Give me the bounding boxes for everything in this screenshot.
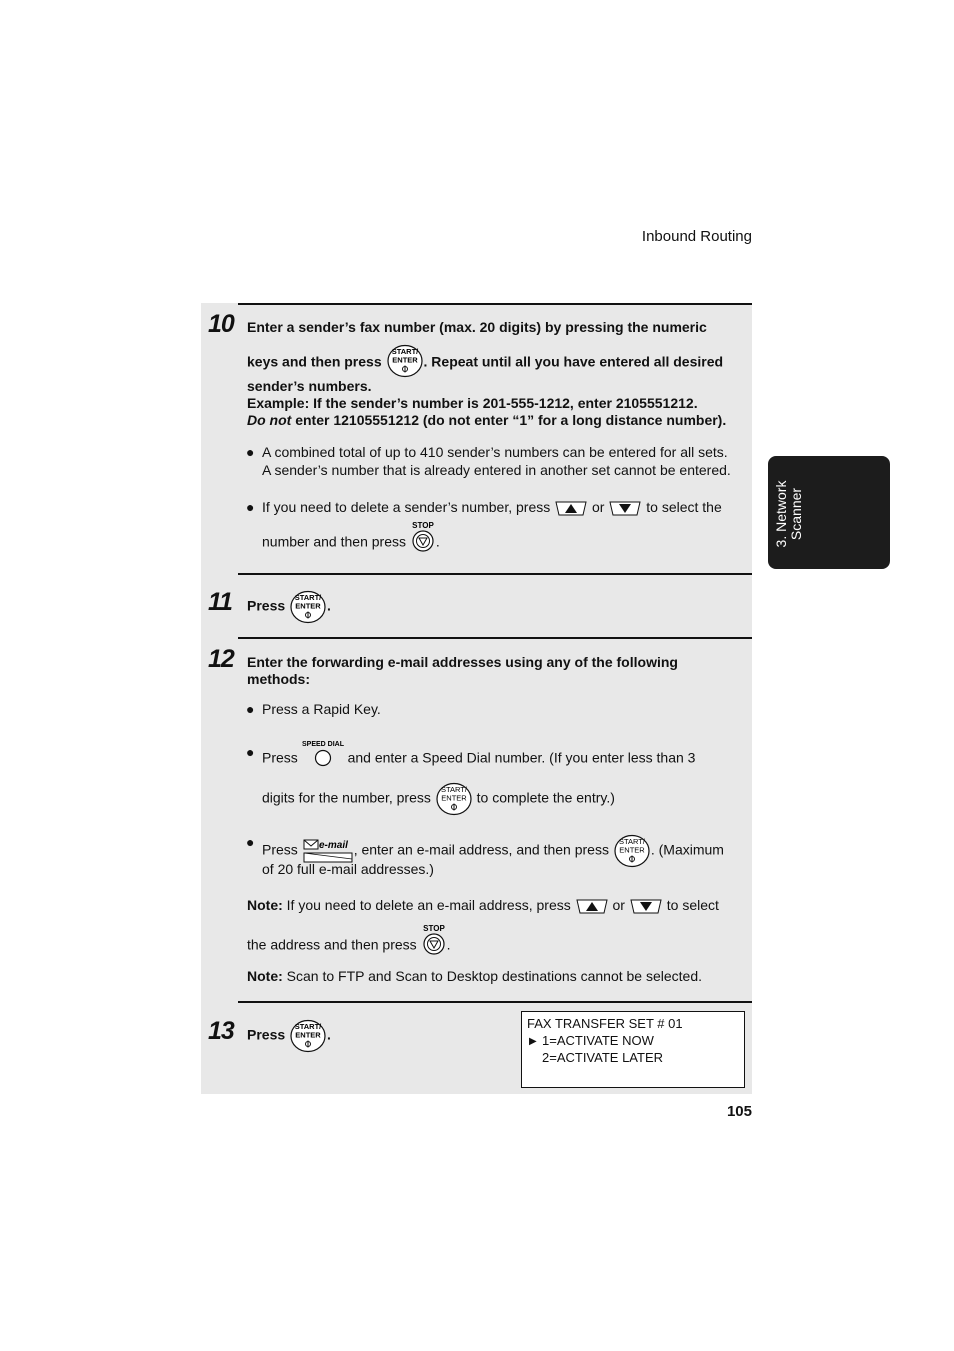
step12-bullet3-line2: of 20 full e-mail addresses.) (262, 861, 434, 877)
lcd-line1: FAX TRANSFER SET # 01 (527, 1016, 683, 1031)
step-number-12: 12 (208, 645, 234, 673)
step-number-13: 13 (208, 1017, 234, 1045)
start-enter-key-icon (289, 1019, 327, 1053)
start-enter-key-icon (435, 782, 473, 816)
page-number: 105 (726, 1103, 752, 1120)
bullet-dot: ● (246, 444, 255, 460)
step12-bullet3-line1: Press e-mail , enter an e-mail address, and then press START/ ENTER . (Maximum (262, 834, 724, 868)
bullet-dot: ● (246, 834, 255, 850)
step12-bullet2-line2: digits for the number, press START/ ENTER to complete the entry.) (262, 782, 615, 816)
step-number-11: 11 (208, 588, 232, 616)
chapter-tab-label: 3. Network Scanner (773, 480, 804, 548)
step13-instruction: Press START/ ENTER . (247, 1019, 331, 1053)
start-enter-key-icon (386, 344, 424, 378)
svg-text:START/: START/ (440, 785, 467, 794)
step12-note1-line2: the address and then press STOP . (247, 930, 450, 962)
step10-instruction-line1: Enter a sender’s fax number (max. 20 digits) by pressing the numeric (247, 319, 707, 335)
chapter-side-tab (768, 456, 890, 569)
step12-bullet2-line1: Press SPEED DIAL and enter a Speed Dial number. (If you enter less than 3 (262, 744, 695, 774)
svg-text:ENTER: ENTER (295, 601, 321, 611)
svg-text:ENTER: ENTER (295, 1030, 321, 1040)
step10-bullet1-line2: A sender’s number that is already entered in another set cannot be entered. (262, 462, 731, 478)
cursor-arrow-icon: ▶ (529, 1036, 537, 1047)
step-divider (238, 1001, 752, 1003)
step-divider (238, 637, 752, 639)
step12-instruction-line2: methods: (247, 671, 310, 687)
svg-text:ENTER: ENTER (619, 845, 645, 855)
start-enter-key-icon (289, 590, 327, 624)
step-divider (238, 573, 752, 575)
stop-key-icon (421, 924, 447, 956)
svg-text:e-mail: e-mail (318, 840, 348, 851)
speed-dial-key-icon (302, 738, 344, 768)
svg-text:ENTER: ENTER (391, 355, 418, 365)
lcd-line3: 2=ACTIVATE LATER (542, 1050, 664, 1065)
lcd-display (521, 1011, 745, 1088)
svg-text:ENTER: ENTER (441, 793, 467, 803)
bullet-dot: ● (246, 744, 255, 760)
stop-key-icon (410, 521, 436, 553)
step12-note2: Note: Scan to FTP and Scan to Desktop destinations cannot be selected. (247, 968, 703, 984)
step10-bullet2-line1: If you need to delete a sender’s number, press or to select the (262, 499, 722, 517)
start-enter-key-icon (613, 834, 651, 868)
svg-text:SPEED DIAL: SPEED DIAL (301, 741, 344, 748)
svg-text:START/: START/ (618, 837, 645, 846)
step10-bullet2-line2: number and then press STOP . (262, 527, 440, 559)
bullet-dot: ● (246, 701, 255, 717)
up-arrow-key-icon (575, 897, 609, 915)
svg-text:START/: START/ (294, 1022, 322, 1031)
step-divider (238, 303, 752, 305)
page-header-title: Inbound Routing (641, 228, 752, 245)
svg-text:START/: START/ (391, 347, 418, 356)
step10-instruction-line3: sender’s numbers. (247, 378, 372, 394)
step12-bullet1: Press a Rapid Key. (262, 701, 381, 717)
bullet-dot: ● (246, 499, 255, 515)
svg-text:STOP: STOP (422, 924, 445, 933)
svg-text:STOP: STOP (412, 521, 434, 530)
step12-instruction-line1: Enter the forwarding e-mail addresses using any of the following (247, 654, 678, 670)
step10-warning: Do not enter 12105551212 (do not enter “1” for a long distance number). (247, 412, 727, 428)
step10-example: Example: If the sender’s number is 201-555-1212, enter 2105551212. (247, 395, 698, 411)
step-number-10: 10 (208, 310, 234, 338)
step10-bullet1-line1: A combined total of up to 410 sender’s numbers can be entered for all sets. (262, 444, 728, 460)
step12-note1-line1: Note: If you need to delete an e-mail address, press or to select (247, 897, 719, 915)
lcd-line2: 1=ACTIVATE NOW (542, 1033, 654, 1048)
svg-text:START/: START/ (294, 593, 322, 602)
up-arrow-key-icon (554, 499, 588, 517)
step10-instruction-line2: keys and then press START/ ENTER . Repeat until all you have entered all desired (247, 346, 723, 380)
step11-instruction: Press START/ ENTER . (247, 590, 331, 624)
down-arrow-key-icon (608, 499, 642, 517)
down-arrow-key-icon (629, 897, 663, 915)
